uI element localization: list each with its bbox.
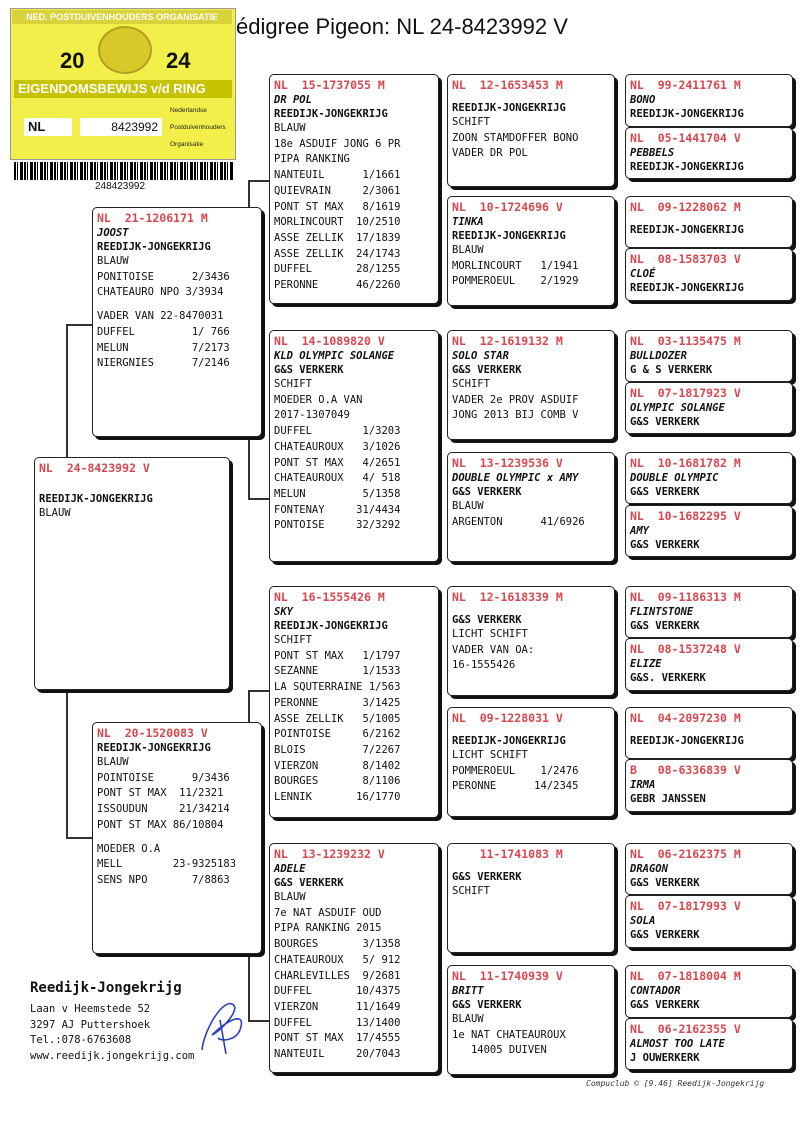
pedigree-card-gen3[interactable] bbox=[269, 586, 439, 818]
detail-line: VIERZON 8/1402 bbox=[274, 759, 401, 772]
detail-line: PONT ST MAX 86/10804 bbox=[97, 818, 224, 831]
pigeon-name: AMY bbox=[630, 525, 649, 537]
ring-number: NL 06-2162375 M bbox=[630, 847, 741, 861]
pedigree-card-gen4[interactable] bbox=[447, 452, 615, 562]
pedigree-card-gen4[interactable] bbox=[447, 843, 615, 953]
pedigree-card-gen5[interactable] bbox=[625, 127, 793, 179]
pedigree-card-gen5[interactable] bbox=[625, 248, 793, 301]
pigeon-name: IRMA bbox=[630, 779, 656, 791]
detail-line: CHARLEVILLES 9/2681 bbox=[274, 969, 401, 982]
detail-line: CHATEAURO NPO 3/3934 bbox=[97, 286, 224, 299]
detail-line: POINTOISE 6/2162 bbox=[274, 728, 401, 741]
barcode bbox=[14, 162, 234, 180]
detail-line: ARGENTON 41/6926 bbox=[452, 515, 585, 528]
detail-line: PONITOISE 2/3436 bbox=[97, 270, 230, 283]
pigeon-name: PEBBELS bbox=[630, 147, 675, 159]
pedigree-card-gen5[interactable] bbox=[625, 965, 793, 1018]
ring-certificate bbox=[0, 0, 236, 195]
detail-line: MORLINCOURT 10/2510 bbox=[274, 216, 401, 229]
signature-icon bbox=[192, 990, 252, 1060]
ring-number: 11-1741083 M bbox=[452, 847, 563, 861]
certificate-year-left: 20 bbox=[60, 48, 85, 73]
detail-line: 18e ASDUIF JONG 6 PR bbox=[274, 137, 401, 150]
detail-line: PONT ST MAX 17/4555 bbox=[274, 1032, 401, 1045]
connector-line bbox=[248, 690, 250, 724]
certificate-number: 8423992 bbox=[80, 118, 162, 136]
detail-line: LICHT SCHIFT bbox=[452, 628, 528, 640]
detail-line: DUFFEL 13/1400 bbox=[274, 1016, 401, 1029]
ring-number: NL 12-1618339 M bbox=[452, 590, 563, 604]
breeder-city: 3297 AJ Puttershoek bbox=[30, 1018, 151, 1031]
detail-line: 1e NAT CHATEAUROUX bbox=[452, 1028, 566, 1041]
detail-line: MORLINCOURT 1/1941 bbox=[452, 259, 579, 272]
detail-line: 14005 DUIVEN bbox=[452, 1044, 547, 1057]
pigeon-name: KLD OLYMPIC SOLANGE bbox=[274, 350, 395, 362]
breeder-name: Reedijk-Jongekrijg bbox=[30, 980, 182, 996]
ring-number: NL 12-1619132 M bbox=[452, 334, 563, 348]
ring-number: NL 09-1186313 M bbox=[630, 590, 741, 604]
detail-line: SENS NPO 7/8863 bbox=[97, 873, 230, 886]
pedigree-card-gen5[interactable] bbox=[625, 1018, 793, 1070]
ring-number: NL 10-1724696 V bbox=[452, 200, 563, 214]
detail-line: PERONNE 14/2345 bbox=[452, 780, 579, 793]
detail-line: PONT ST MAX 11/2321 bbox=[97, 787, 224, 800]
pedigree-card-gen4[interactable] bbox=[447, 586, 615, 696]
pedigree-card-gen4[interactable] bbox=[447, 196, 615, 306]
owner: G&S VERKERK bbox=[452, 999, 522, 1011]
detail-line: PONT ST MAX 1/1797 bbox=[274, 649, 401, 662]
connector-line bbox=[66, 324, 68, 457]
npo-lines bbox=[170, 102, 226, 153]
pedigree-card-gen5[interactable] bbox=[625, 895, 793, 948]
pedigree-card-gen3[interactable] bbox=[269, 74, 439, 304]
connector-line bbox=[248, 180, 269, 182]
certificate-year-right: 24 bbox=[166, 48, 191, 73]
owner: G&S VERKERK bbox=[630, 539, 700, 551]
certificate-label: EIGENDOMSBEWIJS v/d RING bbox=[14, 80, 232, 98]
connector-line bbox=[248, 690, 269, 692]
npo-line: Organisatie bbox=[170, 141, 204, 148]
detail-line: ASSE ZELLIK 17/1839 bbox=[274, 231, 401, 244]
detail-line: BLAUW bbox=[452, 244, 484, 256]
breeder-address bbox=[30, 980, 194, 1064]
detail-line: CHATEAUROUX 3/1026 bbox=[274, 440, 401, 453]
owner: REEDIJK-JONGEKRIJG bbox=[452, 230, 566, 242]
detail-line: PIPA RANKING 2015 bbox=[274, 922, 382, 935]
detail-line: MOEDER O.A VAN bbox=[274, 393, 363, 406]
owner: REEDIJK-JONGEKRIJG bbox=[630, 735, 744, 747]
detail-line: NIERGNIES 7/2146 bbox=[97, 357, 230, 370]
detail-line: DUFFEL 28/1255 bbox=[274, 263, 401, 276]
pigeon-name: CLOÉ bbox=[630, 268, 656, 280]
ring-number: NL 03-1135475 M bbox=[630, 334, 741, 348]
owner: G&S VERKERK bbox=[274, 877, 344, 889]
detail-line: SCHIFT bbox=[274, 634, 312, 646]
ring-number: NL 24-8423992 V bbox=[39, 461, 150, 475]
owner: REEDIJK-JONGEKRIJG bbox=[630, 282, 744, 294]
detail-line: BLAUW bbox=[97, 756, 129, 768]
owner: G & S VERKERK bbox=[630, 364, 713, 376]
owner: REEDIJK-JONGEKRIJG bbox=[274, 108, 388, 120]
detail-line: MELUN 7/2173 bbox=[97, 341, 230, 354]
detail-line: PIPA RANKING bbox=[274, 153, 350, 166]
owner: G&S VERKERK bbox=[452, 614, 522, 626]
detail-line: BLAUW bbox=[274, 891, 306, 903]
pedigree-card-gen5[interactable] bbox=[625, 707, 793, 759]
detail-line: NANTEUIL 1/1661 bbox=[274, 169, 401, 182]
ring-number: NL 21-1206171 M bbox=[97, 211, 208, 225]
connector-line bbox=[66, 324, 92, 326]
owner: G&S VERKERK bbox=[452, 871, 522, 883]
npo-line: Postduivenhouders bbox=[170, 124, 226, 131]
ring-number: NL 16-1555426 M bbox=[274, 590, 385, 604]
detail-line: ZOON STAMDOFFER BONO bbox=[452, 131, 579, 144]
detail-line: MOEDER O.A bbox=[97, 842, 161, 855]
detail-line: CHATEAUROUX 5/ 912 bbox=[274, 953, 401, 966]
barcode-number: 248423992 bbox=[95, 181, 146, 192]
pedigree-card-gen5[interactable] bbox=[625, 586, 793, 638]
detail-line: BOURGES 8/1106 bbox=[274, 775, 401, 788]
ring-number: NL 12-1653453 M bbox=[452, 78, 563, 92]
detail-line: POMMEROEUL 2/1929 bbox=[452, 275, 579, 288]
owner: REEDIJK-JONGEKRIJG bbox=[97, 241, 211, 253]
pedigree-card-gen4[interactable] bbox=[447, 330, 615, 440]
detail-line: DUFFEL 1/3203 bbox=[274, 425, 401, 438]
pigeon-name: ADELE bbox=[274, 863, 306, 875]
pigeon-name: SOLA bbox=[630, 915, 656, 927]
connector-line bbox=[66, 690, 68, 838]
owner: G&S VERKERK bbox=[452, 486, 522, 498]
pigeon-name: FLINTSTONE bbox=[630, 606, 694, 618]
pedigree-card-sire[interactable] bbox=[92, 207, 262, 437]
owner: G&S VERKERK bbox=[452, 364, 522, 376]
owner: REEDIJK-JONGEKRIJG bbox=[452, 735, 566, 747]
pigeon-name: DR POL bbox=[274, 94, 312, 106]
detail-line: CHATEAUROUX 4/ 518 bbox=[274, 472, 401, 485]
pigeon-name: DOUBLE OLYMPIC x AMY bbox=[452, 472, 579, 484]
ring-number: B 08-6336839 V bbox=[630, 763, 741, 777]
detail-line: SEZANNE 1/1533 bbox=[274, 665, 401, 678]
ring-number: NL 04-2097230 M bbox=[630, 711, 741, 725]
pedigree-card-gen5[interactable] bbox=[625, 452, 793, 504]
detail-line: BLAUW bbox=[97, 255, 129, 267]
detail-line: VADER 2e PROV ASDUIF bbox=[452, 393, 579, 406]
lion-emblem-icon bbox=[98, 26, 152, 74]
ring-number: NL 06-2162355 V bbox=[630, 1022, 741, 1036]
owner: REEDIJK-JONGEKRIJG bbox=[452, 102, 566, 114]
detail-line: PONT ST MAX 8/1619 bbox=[274, 200, 401, 213]
certificate-org: NED. POSTDUIVENHOUDERS ORGANISATIE bbox=[12, 10, 232, 24]
pigeon-name: SKY bbox=[274, 606, 293, 618]
pedigree-card-gen5[interactable] bbox=[625, 759, 793, 812]
detail-line: 2017-1307049 bbox=[274, 409, 350, 422]
detail-line: LA SQUTERRAINE 1/563 bbox=[274, 681, 401, 694]
detail-line: POINTOISE 9/3436 bbox=[97, 771, 230, 784]
detail-line: SCHIFT bbox=[274, 378, 312, 390]
detail-line: SCHIFT bbox=[452, 378, 490, 390]
detail-line: BLAUW bbox=[39, 507, 71, 519]
owner: G&S VERKERK bbox=[630, 929, 700, 941]
detail-line: DUFFEL 1/ 766 bbox=[97, 325, 230, 338]
ring-number: NL 15-1737055 M bbox=[274, 78, 385, 92]
pigeon-name: OLYMPIC SOLANGE bbox=[630, 402, 725, 414]
pigeon-name: TINKA bbox=[452, 216, 484, 228]
detail-line: BLAUW bbox=[274, 122, 306, 134]
ring-number: NL 13-1239232 V bbox=[274, 847, 385, 861]
ring-number: NL 07-1818004 M bbox=[630, 969, 741, 983]
owner: REEDIJK-JONGEKRIJG bbox=[39, 493, 153, 505]
pedigree-card-gen5[interactable] bbox=[625, 382, 793, 434]
detail-line: VADER VAN OA: bbox=[452, 643, 535, 656]
detail-line: MELUN 5/1358 bbox=[274, 487, 401, 500]
ring-number: NL 10-1682295 V bbox=[630, 509, 741, 523]
pigeon-name: DOUBLE OLYMPIC bbox=[630, 472, 719, 484]
ring-number: NL 14-1089820 V bbox=[274, 334, 385, 348]
owner: G&S VERKERK bbox=[630, 486, 700, 498]
detail-line: PERONNE 3/1425 bbox=[274, 696, 401, 709]
pedigree-card-gen3[interactable] bbox=[269, 330, 439, 562]
detail-line: POMMEROEUL 1/2476 bbox=[452, 764, 579, 777]
ring-number: NL 11-1740939 V bbox=[452, 969, 563, 983]
page-title: édigree Pigeon: NL 24-8423992 V bbox=[236, 14, 568, 39]
detail-line: VADER VAN 22-8470031 bbox=[97, 310, 224, 323]
pigeon-name: JOOST bbox=[97, 227, 129, 239]
owner: G&S VERKERK bbox=[630, 416, 700, 428]
ring-number: NL 09-1228031 V bbox=[452, 711, 563, 725]
ring-number: NL 05-1441704 V bbox=[630, 131, 741, 145]
detail-line: PONTOISE 32/3292 bbox=[274, 519, 401, 532]
detail-line: ISSOUDUN 21/34214 bbox=[97, 803, 230, 816]
owner: GEBR JANSSEN bbox=[630, 793, 706, 805]
pigeon-name: ELIZE bbox=[630, 658, 662, 670]
detail-line: 7e NAT ASDUIF OUD bbox=[274, 906, 382, 919]
detail-line: ASSE ZELLIK 24/1743 bbox=[274, 247, 401, 260]
ring-number: NL 07-1817993 V bbox=[630, 899, 741, 913]
connector-line bbox=[248, 498, 269, 500]
owner: G&S VERKERK bbox=[274, 364, 344, 376]
pigeon-name: BRITT bbox=[452, 985, 484, 997]
detail-line: SCHIFT bbox=[452, 116, 490, 128]
owner: REEDIJK-JONGEKRIJG bbox=[97, 742, 211, 754]
pigeon-name: BONO bbox=[630, 94, 656, 106]
detail-line: NANTEUIL 20/7043 bbox=[274, 1048, 401, 1061]
ring-number: NL 08-1583703 V bbox=[630, 252, 741, 266]
pigeon-name: BULLDOZER bbox=[630, 350, 687, 362]
owner: G&S VERKERK bbox=[630, 620, 700, 632]
detail-line: FONTENAY 31/4434 bbox=[274, 503, 401, 516]
detail-line: PONT ST MAX 4/2651 bbox=[274, 456, 401, 469]
owner: REEDIJK-JONGEKRIJG bbox=[274, 620, 388, 632]
owner: G&S VERKERK bbox=[630, 999, 700, 1011]
pedigree-card-gen5[interactable] bbox=[625, 505, 793, 557]
detail-line: QUIEVRAIN 2/3061 bbox=[274, 184, 401, 197]
npo-line: Nederlandse bbox=[170, 107, 207, 114]
detail-line: SCHIFT bbox=[452, 885, 490, 897]
pedigree-card-gen5[interactable] bbox=[625, 638, 793, 691]
connector-line bbox=[66, 837, 92, 839]
owner: G&S. VERKERK bbox=[630, 672, 706, 684]
certificate-country: NL bbox=[24, 118, 72, 136]
breeder-website[interactable]: www.reedijk.jongekrijg.com bbox=[30, 1049, 195, 1062]
owner: J OUWERKERK bbox=[630, 1052, 700, 1064]
detail-line: JONG 2013 BIJ COMB V bbox=[452, 409, 579, 422]
ring-number: NL 08-1537248 V bbox=[630, 642, 741, 656]
pedigree-card-gen5[interactable] bbox=[625, 330, 793, 382]
detail-line: BLAUW bbox=[452, 1013, 484, 1025]
detail-line: ASSE ZELLIK 5/1005 bbox=[274, 712, 401, 725]
detail-line: BOURGES 3/1358 bbox=[274, 938, 401, 951]
detail-line: MELL 23-9325183 bbox=[97, 858, 237, 871]
detail-line: LENNIK 16/1770 bbox=[274, 791, 401, 804]
ring-number: NL 07-1817923 V bbox=[630, 386, 741, 400]
footer: Compuclub © [9.46] Reedijk-Jongekrijg bbox=[586, 1079, 765, 1088]
pedigree-card-gen3[interactable] bbox=[269, 843, 439, 1073]
detail-line: VIERZON 11/1649 bbox=[274, 1000, 401, 1013]
pedigree-card-gen5[interactable] bbox=[625, 843, 793, 895]
pigeon-name: ALMOST TOO LATE bbox=[630, 1038, 725, 1050]
pigeon-name: DRAGON bbox=[630, 863, 668, 875]
detail-line: PERONNE 46/2260 bbox=[274, 279, 401, 292]
owner: REEDIJK-JONGEKRIJG bbox=[630, 224, 744, 236]
pedigree-card-subject[interactable] bbox=[34, 457, 230, 690]
breeder-street: Laan v Heemstede 52 bbox=[30, 1003, 151, 1015]
detail-line: BLOIS 7/2267 bbox=[274, 743, 401, 756]
ring-number: NL 10-1681782 M bbox=[630, 456, 741, 470]
pedigree-card-gen5[interactable] bbox=[625, 196, 793, 248]
pigeon-name: CONTADOR bbox=[630, 985, 681, 997]
connector-line bbox=[248, 440, 250, 500]
ring-number: NL 09-1228062 M bbox=[630, 200, 741, 214]
pedigree-card-dam[interactable] bbox=[92, 722, 262, 954]
owner: REEDIJK-JONGEKRIJG bbox=[630, 161, 744, 173]
breeder-phone: Tel.:078-6763608 bbox=[30, 1034, 132, 1046]
pedigree-card-gen4[interactable] bbox=[447, 74, 615, 187]
owner: REEDIJK-JONGEKRIJG bbox=[630, 108, 744, 120]
pedigree-card-gen5[interactable] bbox=[625, 74, 793, 127]
ring-number: NL 13-1239536 V bbox=[452, 456, 563, 470]
pedigree-card-gen4[interactable] bbox=[447, 965, 615, 1075]
ring-number: NL 20-1520083 V bbox=[97, 726, 208, 740]
detail-line: BLAUW bbox=[452, 500, 484, 512]
detail-line: VADER DR POL bbox=[452, 147, 528, 160]
detail-line: 16-1555426 bbox=[452, 659, 516, 672]
pedigree-card-gen4[interactable] bbox=[447, 707, 615, 817]
detail-line: LICHT SCHIFT bbox=[452, 749, 528, 761]
detail-line: DUFFEL 10/4375 bbox=[274, 985, 401, 998]
ring-number: NL 99-2411761 M bbox=[630, 78, 741, 92]
pigeon-name: SOLO STAR bbox=[452, 350, 509, 362]
owner: G&S VERKERK bbox=[630, 877, 700, 889]
